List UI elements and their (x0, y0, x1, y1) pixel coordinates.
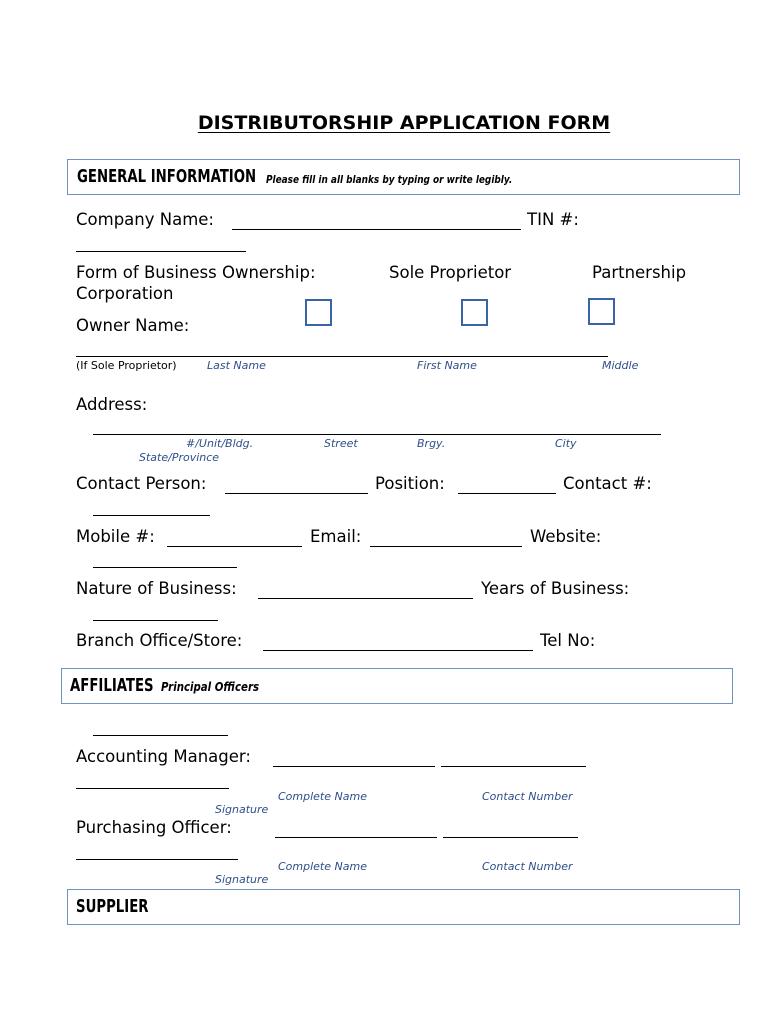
owner-name-field[interactable] (76, 356, 608, 357)
contact-person-label: Contact Person: (76, 474, 207, 493)
branch-office-label: Branch Office/Store: (76, 631, 243, 650)
supplier-header (67, 889, 740, 925)
position-label: Position: (375, 474, 445, 493)
purchasing-officer-contact-field[interactable] (443, 837, 578, 838)
nature-of-business-field[interactable] (258, 598, 473, 599)
contact-number-label: Contact #: (563, 474, 652, 493)
accounting-contact-number-hint: Contact Number (482, 790, 573, 803)
years-of-business-label: Years of Business: (481, 579, 630, 598)
tel-no-label: Tel No: (540, 631, 596, 650)
address-city-hint: City (555, 437, 577, 450)
sole-proprietor-checkbox[interactable] (461, 299, 488, 326)
branch-office-field[interactable] (263, 650, 533, 651)
corporation-checkbox[interactable] (305, 299, 332, 326)
email-field[interactable] (370, 546, 522, 547)
owner-first-name-hint: First Name (417, 359, 477, 372)
years-of-business-field[interactable] (93, 620, 218, 621)
address-state-hint: State/Province (139, 451, 220, 464)
accounting-signature-hint: Signature (215, 803, 269, 816)
owner-middle-hint: Middle (602, 359, 639, 372)
general-information-title: GENERAL INFORMATION (77, 166, 257, 187)
supplier-title: SUPPLIER (76, 896, 149, 917)
email-label: Email: (310, 527, 362, 546)
company-name-label: Company Name: (76, 210, 214, 229)
affiliates-header (61, 668, 733, 704)
contact-person-field[interactable] (225, 493, 368, 494)
accounting-manager-signature-field[interactable] (76, 788, 229, 789)
mobile-label: Mobile #: (76, 527, 155, 546)
form-title: DISTRIBUTORSHIP APPLICATION FORM (197, 112, 611, 134)
general-information-header (67, 159, 740, 195)
accounting-complete-name-hint: Complete Name (278, 790, 367, 803)
ownership-label: Form of Business Ownership: (76, 263, 316, 282)
general-information-note: Please fill in all blanks by typing or write legibly. (266, 174, 513, 186)
address-unit-hint: #/Unit/Bldg. (186, 437, 254, 450)
partnership-label: Partnership (592, 263, 687, 282)
affiliates-note: Principal Officers (161, 680, 260, 694)
website-label: Website: (530, 527, 602, 546)
accounting-manager-name-field[interactable] (273, 766, 435, 767)
accounting-manager-contact-field[interactable] (441, 766, 586, 767)
position-field[interactable] (458, 493, 556, 494)
tel-no-field[interactable] (93, 735, 228, 736)
address-label: Address: (76, 395, 148, 414)
website-field[interactable] (93, 567, 237, 568)
purchasing-officer-signature-field[interactable] (76, 859, 238, 860)
corporation-label: Corporation (76, 284, 174, 303)
owner-name-label: Owner Name: (76, 316, 190, 335)
accounting-manager-label: Accounting Manager: (76, 747, 251, 766)
nature-of-business-label: Nature of Business: (76, 579, 237, 598)
partnership-checkbox[interactable] (588, 298, 615, 325)
purchasing-complete-name-hint: Complete Name (278, 860, 367, 873)
owner-last-name-hint: Last Name (207, 359, 266, 372)
purchasing-officer-label: Purchasing Officer: (76, 818, 232, 837)
contact-number-field[interactable] (93, 515, 210, 516)
address-street-hint: Street (324, 437, 358, 450)
company-name-field[interactable] (232, 229, 521, 230)
affiliates-title: AFFILIATES (70, 675, 154, 696)
purchasing-officer-name-field[interactable] (275, 837, 437, 838)
mobile-field[interactable] (167, 546, 302, 547)
tin-label: TIN #: (527, 210, 579, 229)
owner-hint: (If Sole Proprietor) (76, 359, 177, 372)
tin-field[interactable] (76, 251, 246, 252)
purchasing-signature-hint: Signature (215, 873, 269, 886)
sole-proprietor-label: Sole Proprietor (389, 263, 512, 282)
address-brgy-hint: Brgy. (417, 437, 446, 450)
address-field[interactable] (93, 434, 661, 435)
purchasing-contact-number-hint: Contact Number (482, 860, 573, 873)
